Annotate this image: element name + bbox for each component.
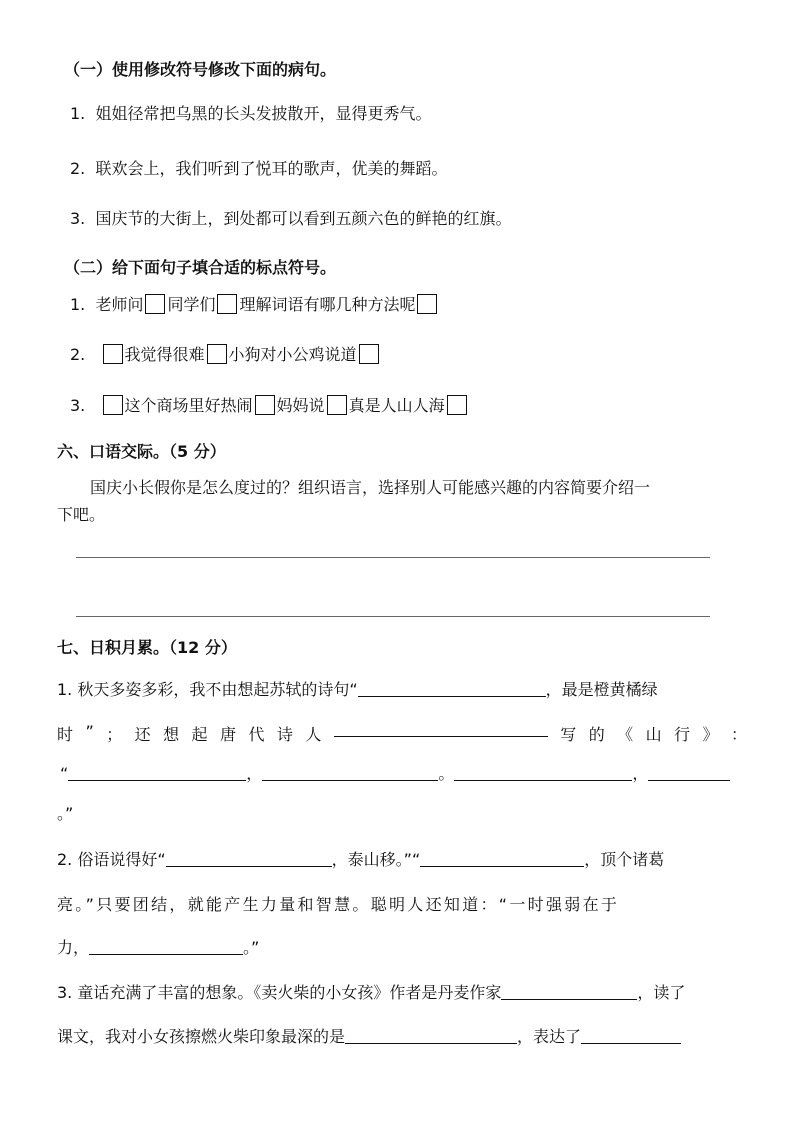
s7-q1-line-1 — [57, 682, 658, 698]
fill-blank[interactable] — [501, 985, 637, 1000]
q-char: 行 — [674, 725, 691, 744]
item-part: 同学们 — [167, 295, 216, 314]
punctuation-box[interactable] — [145, 294, 165, 314]
item-number: 3. — [70, 396, 86, 415]
item-number: 2. — [70, 345, 86, 364]
s7-q2-line-3 — [57, 940, 259, 956]
q-char: 唐 — [220, 725, 237, 744]
q-text: ，泰山移。”“ — [331, 850, 421, 869]
q-text: ，表达了 — [517, 1027, 582, 1046]
fill-blank[interactable] — [648, 766, 730, 781]
fill-blank[interactable] — [420, 852, 584, 867]
fill-blank[interactable] — [89, 940, 243, 955]
s6-prompt-line-1: 国庆小长假你是怎么度过的？组织语言，选择别人可能感兴趣的内容简要介绍一 — [90, 478, 651, 497]
q-char: 人 — [305, 725, 322, 744]
q-text: ， — [632, 764, 649, 783]
item-part: 理解词语有哪几种方法呢 — [239, 295, 416, 314]
s7-q1-line-2 — [57, 722, 747, 745]
q-text: ，最是橙黄橘绿 — [545, 680, 658, 699]
punctuation-box[interactable] — [447, 395, 467, 415]
item-text: 姐姐径常把乌黑的长头发披散开，显得更秀气。 — [95, 104, 432, 123]
fill-blank[interactable] — [581, 1029, 681, 1044]
item-number: 2. — [57, 850, 73, 869]
q-text: 秋天多姿多彩，我不由想起苏轼的诗句“ — [77, 680, 358, 699]
s7-q1-line-3 — [60, 766, 730, 782]
q-char: ； — [106, 725, 123, 744]
q-text: 课文，我对小女孩擦燃火柴印象最深的是 — [57, 1027, 346, 1046]
item-part: 真是人山人海 — [348, 396, 445, 415]
s2-item-1 — [70, 294, 439, 314]
item-part: 我觉得很难 — [124, 345, 205, 364]
q-text: 童话充满了丰富的想象。《卖火柴的小女孩》作者是丹麦作家 — [77, 983, 502, 1002]
s1-item-3 — [70, 211, 511, 227]
s6-prompt-line-2: 下吧。 — [57, 505, 106, 524]
q-text: ，顶个诸葛 — [584, 850, 665, 869]
fill-blank[interactable] — [345, 1029, 517, 1044]
q-char: 时 — [57, 725, 74, 744]
fill-blank[interactable] — [358, 682, 546, 697]
item-number: 2. — [70, 159, 86, 178]
q-char: 写 — [560, 725, 577, 744]
q-text: 。 — [438, 764, 455, 783]
item-number: 3. — [57, 983, 73, 1002]
q-text: 力， — [57, 938, 90, 957]
fill-blank[interactable] — [166, 852, 332, 867]
q-char: 代 — [248, 725, 265, 744]
punctuation-box[interactable] — [359, 344, 379, 364]
q-char: 起 — [191, 725, 208, 744]
punctuation-box[interactable] — [255, 395, 275, 415]
q-text: ， — [246, 764, 263, 783]
punctuation-box[interactable] — [207, 344, 227, 364]
s7-q2-line-2: 亮。”只要团结，就能产生力量和智慧。聪明人还知道：“一时强弱在于 — [57, 895, 620, 914]
q-char: 山 — [645, 725, 662, 744]
item-part: 小狗对小公鸡说道 — [228, 345, 357, 364]
item-text: 国庆节的大街上，到处都可以看到五颜六色的鲜艳的红旗。 — [95, 209, 512, 228]
item-part: 妈妈说 — [276, 396, 325, 415]
punctuation-box[interactable] — [103, 395, 123, 415]
section-7-heading: 七、日积月累。（12 分） — [57, 638, 237, 657]
answer-line[interactable] — [76, 557, 710, 558]
s1-item-1 — [70, 106, 431, 122]
q-text: “ — [60, 764, 69, 783]
fill-blank[interactable] — [454, 766, 632, 781]
q-char: ： — [730, 725, 747, 744]
q-char: 《 — [617, 725, 634, 744]
q-char: ” — [85, 722, 94, 741]
fill-blank[interactable] — [68, 766, 246, 781]
q-char: 》 — [702, 725, 719, 744]
fill-blank[interactable] — [334, 722, 548, 737]
s7-q3-line-1 — [57, 985, 685, 1001]
section-1-heading: （一）使用修改符号修改下面的病句。 — [64, 60, 337, 79]
s1-item-2 — [70, 161, 447, 177]
s7-q1-line-4: 。” — [57, 804, 74, 823]
s2-item-2 — [70, 344, 381, 364]
item-number: 1. — [70, 295, 86, 314]
item-number: 1. — [70, 104, 86, 123]
punctuation-box[interactable] — [417, 294, 437, 314]
s7-q3-line-2 — [57, 1029, 681, 1045]
item-part: 这个商场里好热闹 — [124, 396, 253, 415]
s7-q2-line-1 — [57, 852, 664, 868]
item-part: 老师问 — [95, 295, 144, 314]
section-2-heading: （二）给下面句子填合适的标点符号。 — [64, 258, 337, 277]
punctuation-box[interactable] — [217, 294, 237, 314]
punctuation-box[interactable] — [103, 344, 123, 364]
q-text: 俗语说得好“ — [77, 850, 166, 869]
q-char: 诗 — [276, 725, 293, 744]
answer-line[interactable] — [76, 616, 710, 617]
item-number: 3. — [70, 209, 86, 228]
q-char: 想 — [163, 725, 180, 744]
q-text: ，读了 — [637, 983, 686, 1002]
item-text: 联欢会上，我们听到了悦耳的歌声，优美的舞蹈。 — [95, 159, 448, 178]
q-text: 。” — [243, 938, 260, 957]
item-number: 1. — [57, 680, 73, 699]
fill-blank[interactable] — [262, 766, 438, 781]
q-char: 的 — [588, 725, 605, 744]
punctuation-box[interactable] — [327, 395, 347, 415]
section-6-heading: 六、口语交际。（5 分） — [57, 442, 226, 461]
s2-item-3 — [70, 395, 469, 415]
q-char: 还 — [134, 725, 151, 744]
